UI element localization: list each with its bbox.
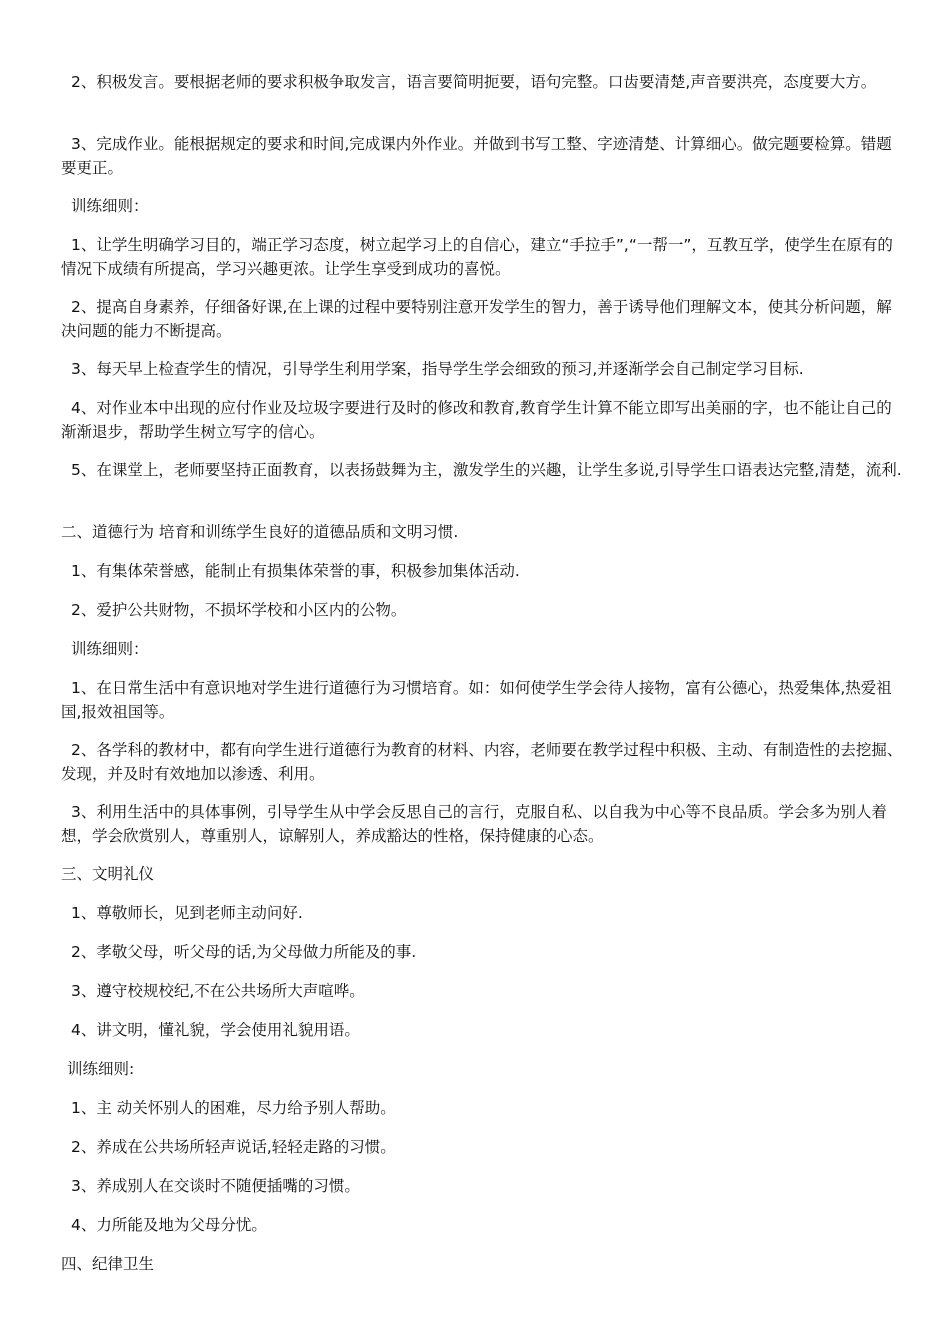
section-label: 训练细则： <box>71 197 149 215</box>
paragraph: 2、积极发言。要根据老师的要求积极争取发言，语言要简明扼要，语句完整。口齿要清楚,声音要洪亮，态度要大方。 <box>71 73 877 91</box>
section-heading: 二、道德行为 培育和训练学生良好的道德品质和文明习惯. <box>61 523 459 541</box>
paragraph: 1、让学生明确学习目的，端正学习态度，树立起学习上的自信心，建立“手拉手”,“一帮一”，互教互学，使学生在原有的情况下成绩有所提高，学习兴趣更浓。让学生享受到成功的喜悦。 <box>61 236 893 278</box>
paragraph: 2、各学科的教材中，都有向学生进行道德行为教育的材料、内容，老师要在教学过程中积极、主动、有制造性的去挖掘、发现，并及时有效地加以渗透、利用。 <box>61 741 903 783</box>
paragraph: 2、养成在公共场所轻声说话,轻轻走路的习惯。 <box>71 1138 396 1156</box>
paragraph: 2、孝敬父母，听父母的话,为父母做力所能及的事. <box>71 943 417 961</box>
paragraph: 4、讲文明，懂礼貌，学会使用礼貌用语。 <box>71 1021 360 1039</box>
section-heading: 三、文明礼仪 <box>61 865 155 883</box>
paragraph: 3、遵守校规校纪,不在公共场所大声喧哗。 <box>71 982 365 1000</box>
paragraph: 1、在日常生活中有意识地对学生进行道德行为习惯培育。如：如何使学生学会待人接物，富有公德心，热爱集体,热爱祖国,报效祖国等。 <box>61 679 892 721</box>
section-heading: 四、纪律卫生 <box>61 1255 155 1273</box>
section-label: 训练细则： <box>71 640 149 658</box>
paragraph: 2、爱护公共财物，不损坏学校和小区内的公物。 <box>71 601 407 619</box>
paragraph: 3、养成别人在交谈时不随便插嘴的习惯。 <box>71 1177 360 1195</box>
paragraph: 4、力所能及地为父母分忧。 <box>71 1216 267 1234</box>
paragraph: 4、对作业本中出现的应付作业及垃圾字要进行及时的修改和教育,教育学生计算不能立即写出美丽的字，也不能让自己的渐渐退步，帮助学生树立写字的信心。 <box>61 399 892 441</box>
paragraph: 3、每天早上检查学生的情况，引导学生利用学案，指导学生学会细致的预习,并逐渐学会自己制定学习目标. <box>71 360 804 378</box>
paragraph: 2、提高自身素养，仔细备好课,在上课的过程中要特别注意开发学生的智力，善于诱导他们理解文本，使其分析问题，解决问题的能力不断提高。 <box>61 298 892 340</box>
paragraph: 1、尊敬师长，见到老师主动问好. <box>71 904 303 922</box>
paragraph: 1、主 动关怀别人的困难，尽力给予别人帮助。 <box>71 1099 396 1117</box>
paragraph: 1、有集体荣誉感，能制止有损集体荣誉的事，积极参加集体活动. <box>71 562 520 580</box>
section-label: 训练细则: <box>67 1060 135 1078</box>
paragraph: 3、完成作业。能根据规定的要求和时间,完成课内外作业。并做到书写工整、字迹清楚、计算细心。做完题要检算。错题要更正。 <box>61 135 892 177</box>
paragraph: 3、利用生活中的具体事例，引导学生从中学会反思自己的言行，克服自私、以自我为中心等不良品质。学会多为别人着想，学会欣赏别人，尊重别人，谅解别人，养成豁达的性格，保持健康的心态。 <box>61 803 887 845</box>
paragraph: 5、在课堂上，老师要坚持正面教育，以表扬鼓舞为主，激发学生的兴趣，让学生多说,引导学生口语表达完整,清楚，流利. <box>71 461 902 479</box>
